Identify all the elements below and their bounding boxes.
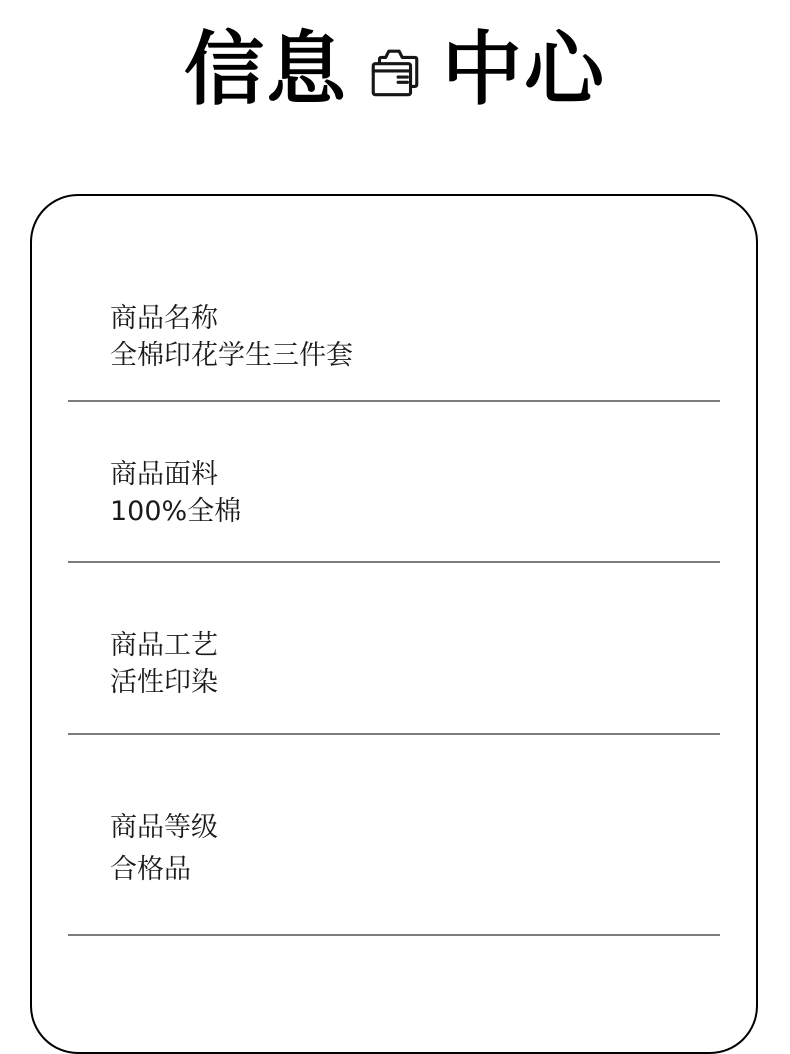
info-value: 100%全棉 bbox=[110, 496, 242, 527]
page-title-prefix: 信息 bbox=[184, 23, 348, 116]
info-value: 全棉印花学生三件套 bbox=[110, 340, 353, 371]
info-row-grade bbox=[68, 735, 720, 936]
info-row-craft bbox=[68, 563, 720, 735]
info-rows bbox=[68, 196, 720, 936]
info-card bbox=[30, 194, 758, 1054]
info-row-product-name bbox=[68, 240, 720, 402]
page-title bbox=[0, 0, 790, 116]
info-label: 商品工艺 bbox=[110, 630, 218, 661]
info-label: 商品面料 bbox=[110, 459, 218, 490]
info-row-fabric bbox=[68, 402, 720, 563]
page-title-suffix: 中心 bbox=[442, 23, 606, 116]
info-label: 商品等级 bbox=[110, 812, 218, 843]
info-label: 商品名称 bbox=[110, 303, 218, 334]
info-value: 合格品 bbox=[110, 854, 191, 885]
info-value: 活性印染 bbox=[110, 667, 218, 698]
folders-icon bbox=[366, 45, 424, 103]
